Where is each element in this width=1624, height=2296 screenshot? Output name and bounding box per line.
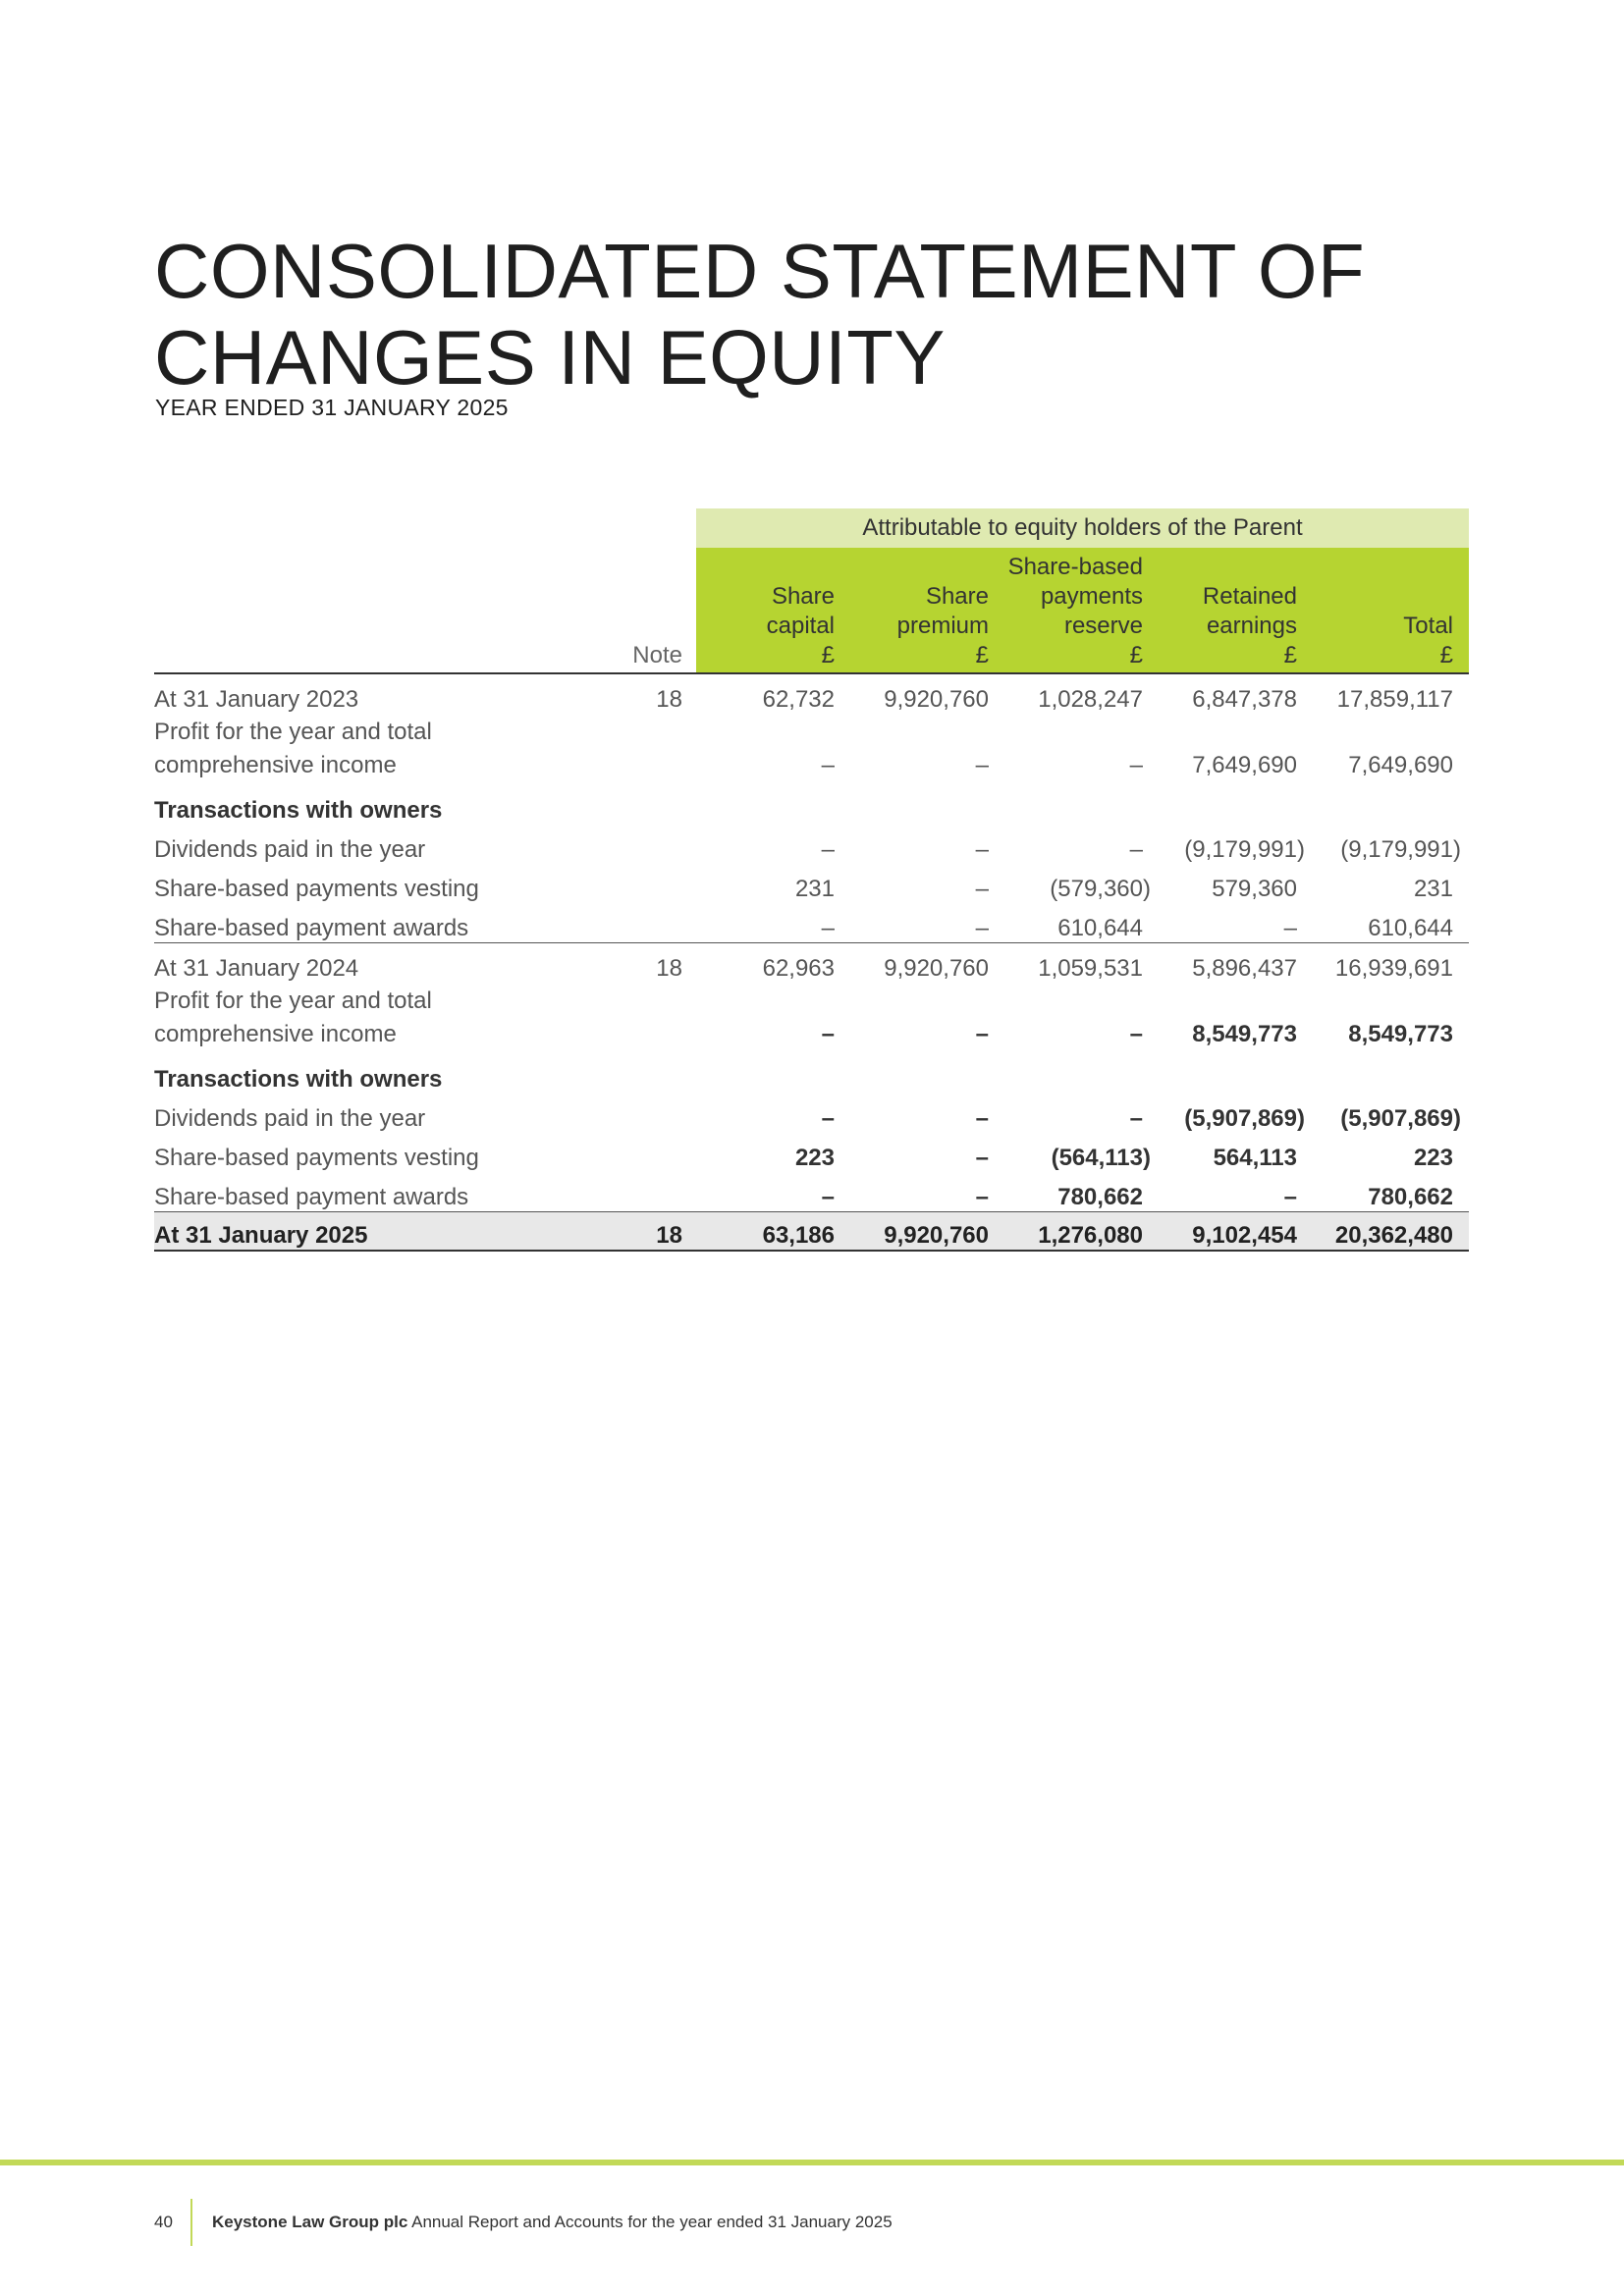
- cell-share-capital: –: [696, 1172, 850, 1212]
- cell-share-capital: 223: [794, 1145, 835, 1171]
- cell-retained-earnings: 8,549,773: [1192, 1021, 1297, 1047]
- footer-report: Annual Report and Accounts for the year ended 31 January 2025: [411, 2213, 893, 2231]
- column-header-row: [154, 548, 1469, 673]
- cell-total: 610,644: [1313, 903, 1469, 943]
- row-note: [588, 1172, 696, 1212]
- page-title-line-2: CHANGES IN EQUITY: [154, 314, 946, 400]
- page-title: [154, 228, 1365, 400]
- cell-share-capital: –: [821, 752, 835, 778]
- cell-sbp-reserve: 1,276,080: [1004, 1212, 1159, 1252]
- row-label: Profit for the year and total comprehensive income: [154, 988, 432, 1047]
- cell-total: 20,362,480: [1313, 1212, 1469, 1252]
- cell-total: 8,549,773: [1348, 1021, 1453, 1047]
- row-label: Dividends paid in the year: [154, 1105, 426, 1132]
- cell-total: (5,907,869): [1340, 1105, 1461, 1132]
- row-label: Profit for the year and total comprehensive income: [154, 719, 432, 778]
- col-header-share-capital: Share capital £: [696, 548, 850, 673]
- table-row: [154, 983, 1469, 1054]
- equity-table: [154, 508, 1469, 1252]
- row-note: [588, 1133, 696, 1172]
- section-row: [154, 785, 1469, 825]
- page-title-line-1: CONSOLIDATED STATEMENT OF: [154, 228, 1366, 314]
- col-header-sbp-reserve: Share-based payments reserve £: [1004, 548, 1159, 673]
- cell-share-premium: –: [975, 876, 989, 902]
- cell-sbp-reserve: 1,028,247: [1038, 686, 1143, 713]
- cell-sbp-reserve: 1,059,531: [1038, 955, 1143, 982]
- cell-sbp-reserve: 780,662: [1004, 1172, 1159, 1212]
- cell-sbp-reserve: (579,360): [1050, 876, 1151, 902]
- cell-share-premium: 9,920,760: [884, 686, 989, 713]
- col-header-share-premium: Share premium £: [850, 548, 1004, 673]
- col-header-total: Total £: [1313, 548, 1469, 673]
- table-row: [154, 864, 1469, 903]
- footer-company: Keystone Law Group plc: [212, 2213, 408, 2231]
- row-note: [588, 983, 696, 1054]
- group-header: Attributable to equity holders of the Parent: [696, 508, 1469, 548]
- cell-share-premium: –: [975, 1105, 989, 1132]
- footer-rule: [0, 2160, 1624, 2165]
- cell-share-premium: –: [975, 752, 989, 778]
- group-header-row: [154, 508, 1469, 548]
- cell-share-capital: 62,963: [762, 955, 835, 982]
- row-label: Share-based payments vesting: [154, 876, 479, 902]
- cell-share-premium: –: [975, 1145, 989, 1171]
- table-row: [154, 943, 1469, 984]
- table-row: [154, 1094, 1469, 1133]
- row-note: [588, 714, 696, 785]
- row-label: At 31 January 2025: [154, 1212, 588, 1252]
- row-label: Share-based payment awards: [154, 903, 588, 943]
- table-row: [154, 903, 1469, 943]
- row-note: [588, 864, 696, 903]
- cell-share-capital: –: [821, 836, 835, 863]
- section-row: [154, 1054, 1469, 1094]
- cell-retained-earnings: 9,102,454: [1159, 1212, 1313, 1252]
- section-label: Transactions with owners: [154, 1066, 443, 1093]
- cell-retained-earnings: 564,113: [1213, 1145, 1297, 1171]
- row-label: At 31 January 2023: [154, 686, 359, 713]
- cell-total: 231: [1413, 876, 1453, 902]
- row-note: [588, 1094, 696, 1133]
- cell-share-capital: 231: [794, 876, 835, 902]
- table-row: [154, 673, 1469, 714]
- row-note: 18: [656, 955, 682, 982]
- cell-share-premium: 9,920,760: [850, 1212, 1004, 1252]
- footer-text: [212, 2213, 893, 2232]
- col-header-retained-earnings: Retained earnings £: [1159, 548, 1313, 673]
- cell-total: (9,179,991): [1340, 836, 1461, 863]
- cell-sbp-reserve: –: [1129, 752, 1143, 778]
- row-note: 18: [656, 686, 682, 713]
- cell-retained-earnings: –: [1159, 1172, 1313, 1212]
- row-label: Share-based payment awards: [154, 1172, 588, 1212]
- col-header-note: Note: [632, 642, 682, 668]
- cell-share-premium: –: [975, 836, 989, 863]
- cell-sbp-reserve: –: [1129, 836, 1143, 863]
- row-note: [588, 825, 696, 864]
- cell-sbp-reserve: –: [1129, 1105, 1143, 1132]
- cell-share-premium: 9,920,760: [884, 955, 989, 982]
- total-row: [154, 1212, 1469, 1252]
- cell-share-capital: –: [821, 1021, 835, 1047]
- table-row: [154, 825, 1469, 864]
- cell-sbp-reserve: –: [1129, 1021, 1143, 1047]
- cell-total: 223: [1413, 1145, 1453, 1171]
- cell-share-capital: 62,732: [762, 686, 835, 713]
- cell-total: 16,939,691: [1334, 955, 1453, 982]
- cell-share-premium: –: [975, 1021, 989, 1047]
- table-row: [154, 1172, 1469, 1212]
- table-row: [154, 1133, 1469, 1172]
- cell-share-premium: –: [850, 1172, 1004, 1212]
- cell-sbp-reserve: 610,644: [1004, 903, 1159, 943]
- cell-retained-earnings: –: [1159, 903, 1313, 943]
- cell-retained-earnings: (5,907,869): [1184, 1105, 1305, 1132]
- row-label: At 31 January 2024: [154, 955, 359, 982]
- section-label: Transactions with owners: [154, 797, 443, 824]
- cell-retained-earnings: (9,179,991): [1184, 836, 1305, 863]
- cell-retained-earnings: 5,896,437: [1192, 955, 1297, 982]
- row-note: [588, 903, 696, 943]
- cell-sbp-reserve: (564,113): [1051, 1145, 1151, 1171]
- footer-divider: [190, 2199, 192, 2246]
- row-label: Dividends paid in the year: [154, 836, 426, 863]
- row-label: Share-based payments vesting: [154, 1145, 479, 1171]
- cell-total: 7,649,690: [1348, 752, 1453, 778]
- cell-retained-earnings: 579,360: [1212, 876, 1297, 902]
- cell-share-premium: –: [850, 903, 1004, 943]
- cell-total: 17,859,117: [1336, 686, 1453, 713]
- cell-retained-earnings: 6,847,378: [1192, 686, 1297, 713]
- cell-total: 780,662: [1313, 1172, 1469, 1212]
- row-note: 18: [588, 1212, 696, 1252]
- cell-share-capital: 63,186: [696, 1212, 850, 1252]
- cell-share-capital: –: [821, 1105, 835, 1132]
- table-row: [154, 714, 1469, 785]
- page-number: 40: [154, 2213, 173, 2231]
- page-subtitle: YEAR ENDED 31 JANUARY 2025: [155, 395, 509, 420]
- cell-share-capital: –: [696, 903, 850, 943]
- cell-retained-earnings: 7,649,690: [1192, 752, 1297, 778]
